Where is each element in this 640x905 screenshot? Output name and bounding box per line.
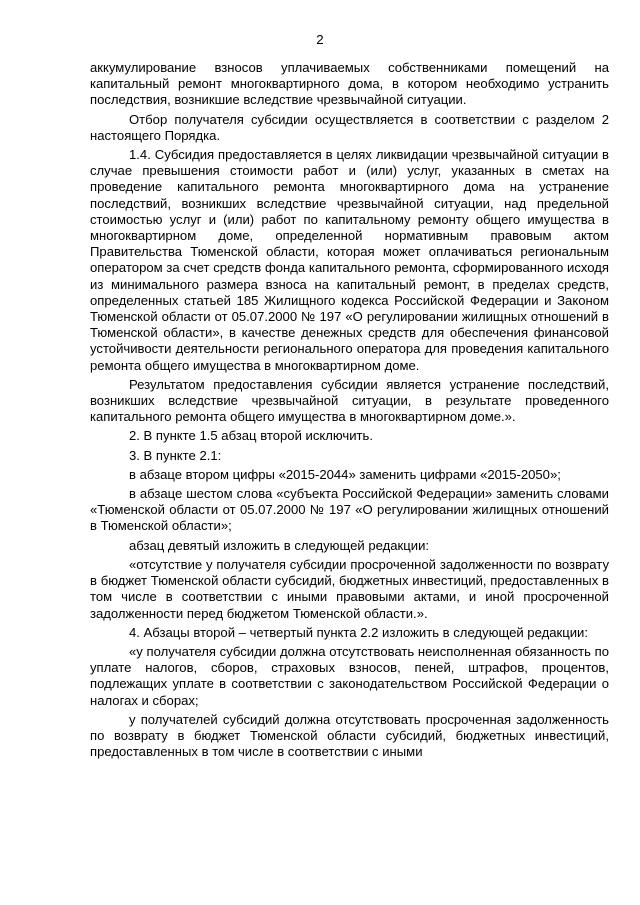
paragraph-9: абзац девятый изложить в следующей редакции: (129, 537, 430, 553)
paragraph-4: Результатом предоставления субсидии является устранение последствий, возникших вследствие чрезвычайной ситуации, в результате проведенного капитального ремонта общего имущества в многоквартирном доме.». (90, 376, 609, 425)
paragraph-6: 3. В пункте 2.1: (129, 447, 222, 463)
paragraph-3: 1.4. Субсидия предоставляется в целях ликвидации чрезвычайной ситуации в случае превышения стоимости работ и (или) услуг, указанных в сметах на проведение капитального ремонта многоквартирного дома на устранение последствий, возникших вследствие чрезвычайной ситуации, над предельной стоимостью услуг и (или) работ по капитальному ремонту общего имущества в многоквартирном доме, определенной нормативным правовым актом Правительства Тюменской области, которая может оплачиваться региональным оператором за счет средств фонда капитального ремонта, сформированного исходя из минимального размера взноса на капитальный ремонт, в пределах средств, определенных статьей 185 Жилищного кодекса Российской Федерации и Законом Тюменской области от 05.07.2000 № 197 «О регулировании жилищных отношений в Тюменской области», в качестве денежных средств для обеспечения финансовой устойчивости деятельности регионального оператора для проведения капитального ремонта общего имущества в многоквартирном доме. (90, 147, 609, 373)
paragraph-10: «отсутствие у получателя субсидии просроченной задолженности по возврату в бюджет Тюменской области субсидий, бюджетных инвестиций, предоставленных в том числе в соответствии с иными правовыми актами, и иной просроченной задолженности перед бюджетом Тюменской области.». (90, 556, 609, 621)
paragraph-2: Отбор получателя субсидии осуществляется в соответствии с разделом 2 настоящего Порядка. (90, 111, 609, 143)
paragraph-8: в абзаце шестом слова «субъекта Российской Федерации» заменить словами «Тюменской области от 05.07.2000 № 197 «О регулировании жилищных отношений в Тюменской области»; (90, 486, 609, 534)
paragraph-11: 4. Абзацы второй – четвертый пункта 2.2 изложить в следующей редакции: (129, 624, 588, 640)
document-body (90, 60, 609, 763)
page-number: 2 (316, 32, 324, 47)
paragraph-7: в абзаце втором цифры «2015-2044» заменить цифрами «2015-2050»; (129, 466, 561, 482)
paragraph-1: аккумулирование взносов уплачиваемых собственниками помещений на капитальный ремонт многоквартирного дома, в котором необходимо устранить последствия, возникшие вследствие чрезвычайной ситуации. (90, 60, 609, 108)
paragraph-13: у получателей субсидий должна отсутствовать просроченная задолженность по возврату в бюджет Тюменской области субсидий, бюджетных инвестиций, предоставленных в том числе в соответствии с иными (90, 711, 609, 760)
paragraph-12: «у получателя субсидии должна отсутствовать неисполненная обязанность по уплате налогов, сборов, страховых взносов, пеней, штрафов, процентов, подлежащих уплате в соответствии с законодательством Российской Федерации о налогах и сборах; (90, 643, 609, 708)
paragraph-5: 2. В пункте 1.5 абзац второй исключить. (129, 428, 374, 444)
